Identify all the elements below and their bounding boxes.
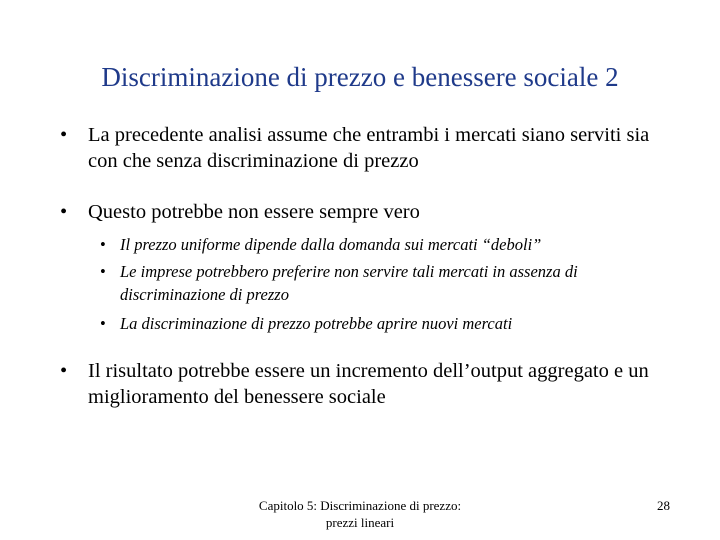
- footer-chapter: Capitolo 5: Discriminazione di prezzo: prezzi lineari: [258, 498, 462, 530]
- bullet-item: [60, 122, 680, 174]
- sub-bullet-item: [100, 312, 660, 335]
- bullet-text: La precedente analisi assume che entrambi i mercati siano serviti sia con che senza discriminazione di prezzo: [88, 124, 650, 172]
- bullet-text: Questo potrebbe non essere sempre vero: [88, 201, 420, 223]
- bullet-icon: •: [60, 360, 68, 382]
- bullet-item: [60, 358, 680, 410]
- bullet-icon: •: [60, 201, 68, 223]
- sub-bullet-text: La discriminazione di prezzo potrebbe aprire nuovi mercati: [120, 314, 513, 333]
- sub-bullet-text: Le imprese potrebbero preferire non servire tali mercati in assenza di discriminazione di prezzo: [120, 262, 578, 304]
- bullet-item: [60, 199, 680, 225]
- bullet-text: Il risultato potrebbe essere un incremento dell’output aggregato e un miglioramento del benessere sociale: [88, 360, 649, 408]
- bullet-icon: •: [60, 124, 68, 146]
- sub-bullet-icon: •: [100, 314, 106, 333]
- page-number: 28: [657, 498, 670, 513]
- sub-bullet-icon: •: [100, 262, 106, 281]
- sub-bullet-item: [100, 260, 660, 306]
- sub-bullet-icon: •: [100, 235, 106, 254]
- sub-bullet-text: Il prezzo uniforme dipende dalla domanda sui mercati “deboli”: [120, 235, 542, 254]
- sub-bullet-item: [100, 233, 660, 256]
- slide-title: Discriminazione di prezzo e benessere sociale 2: [101, 62, 619, 92]
